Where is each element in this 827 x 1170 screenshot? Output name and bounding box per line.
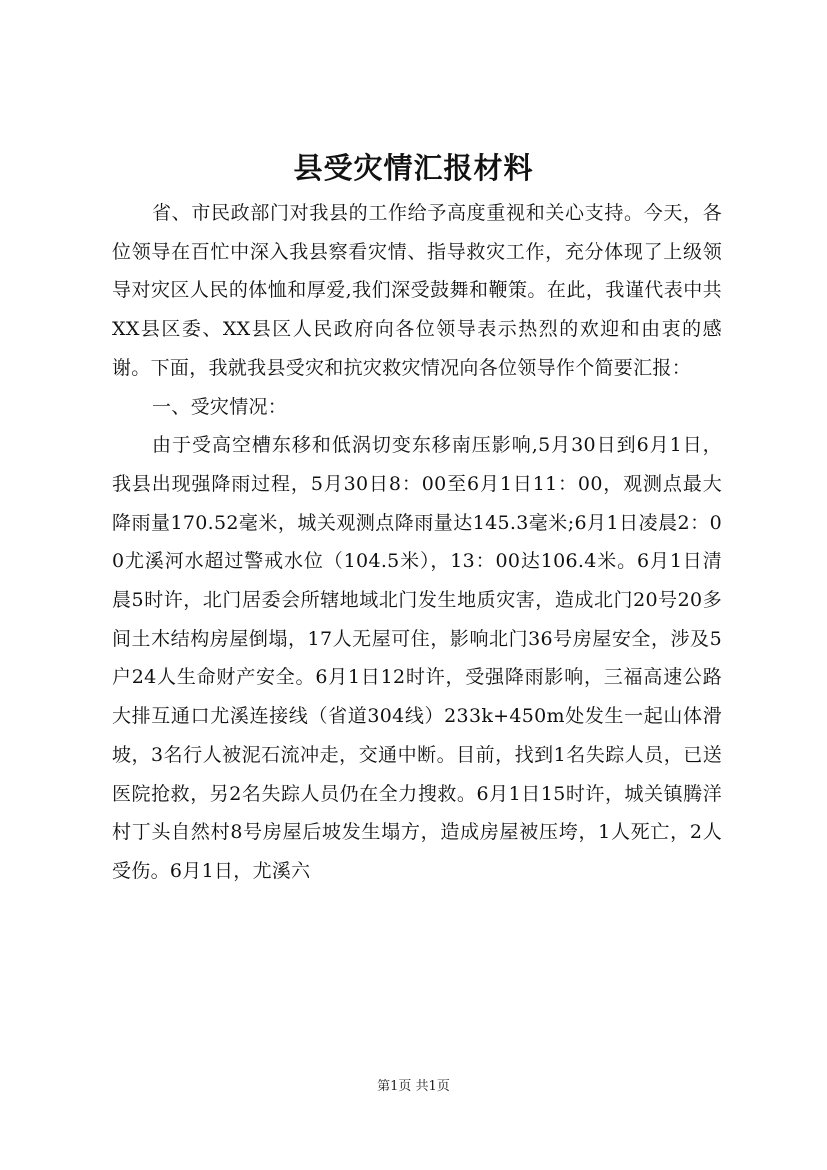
page-footer: 第1页 共1页 — [377, 1079, 450, 1094]
paragraph-intro: 省、市民政部门对我县的工作给予高度重视和关心支持。今天，各位领导在百忙中深入我县察看灾情、指导救灾工作，充分体现了上级领导对灾区人民的体恤和厚爱,我们深受鼓舞和鞭策。在此，我谨代表中共XX县区委、XX县区人民政府向各位领导表示热烈的欢迎和由衷的感谢。下面，我就我县受灾和抗灾救灾情况向各位领导作个简要汇报： — [112, 202, 722, 379]
paragraph-section-heading: 一、受灾情况： — [152, 395, 288, 418]
document-title: 县受灾情汇报材料 — [293, 151, 534, 185]
document-body — [112, 194, 722, 891]
paragraph-disaster-details: 由于受高空槽东移和低涡切变东移南压影响,5月30日到6月1日，我县出现强降雨过程，5月30日8：00至6月1日11：00，观测点最大降雨量170.52毫米，城关观测点降雨量达145.3毫米;6月1日凌晨2：00尤溪河水超过警戒水位（104.5米），13：00达106.4米。6月1日清晨5时许，北门居委会所辖地域北门发生地质灾害，造成北门20号20多间土木结构房屋倒塌，17人无屋可住，影响北门36号房屋安全，涉及5户24人生命财产安全。6月1日12时许，受强降雨影响，三福高速公路大排互通口尤溪连接线（省道304线）233k+450m处发生一起山体滑坡，3名行人被泥石流冲走，交通中断。目前，找到1名失踪人员，已送医院抢救，另2名失踪人员仍在全力搜救。6月1日15时许，城关镇腾洋村丁头自然村8号房屋后坡发生塌方，造成房屋被压垮，1人死亡，2人受伤。6月1日，尤溪六 — [112, 434, 722, 882]
